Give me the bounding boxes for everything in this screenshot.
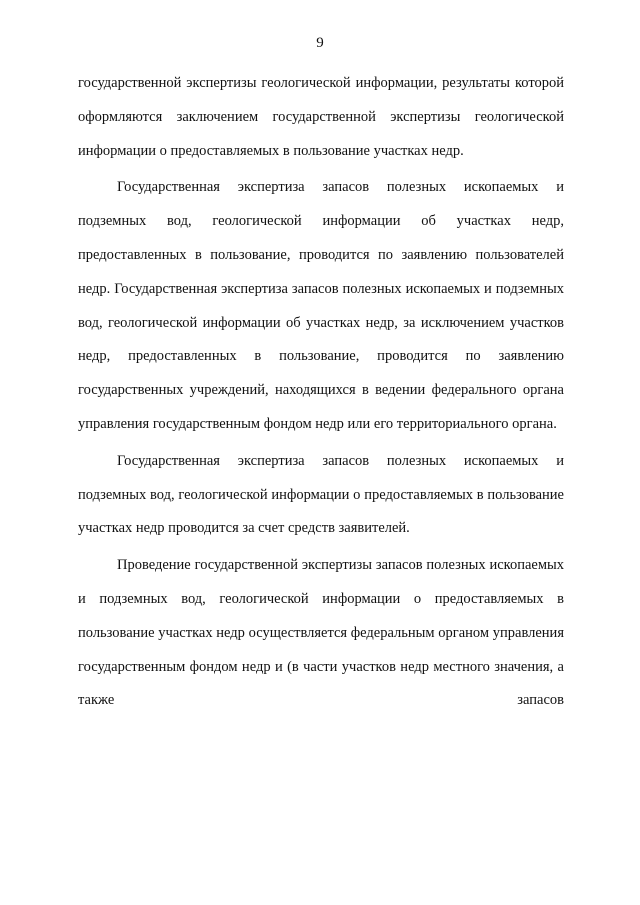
paragraph-expertise-by-request: Государственная экспертиза запасов полезных ископаемых и подземных вод, геологической информации об участках недр, предоставленных в пользование, проводится по заявлению пользователей недр. Государственная экспертиза запасов полезных ископаемых и подземных вод, геологической информации об участках недр, за исключением участков недр, предоставленных в пользование, проводится по заявлению государственных учреждений, находящихся в ведении федерального органа управления государственным фондом недр или его территориального органа.: [78, 179, 564, 432]
document-body: [78, 67, 564, 718]
paragraph-expertise-authority: Проведение государственной экспертизы запасов полезных ископаемых и подземных вод, геологической информации о предоставляемых в пользование участках недр осуществляется федеральным органом управления государственным фондом недр и (в части участков недр местного значения, а также запасов: [78, 557, 564, 709]
page-number: 9: [316, 35, 324, 51]
paragraph-continuation: государственной экспертизы геологической информации, результаты которой оформляются заключением государственной экспертизы геологической информации о предоставляемых в пользование участках недр.: [78, 75, 564, 159]
paragraph-expertise-funding: Государственная экспертиза запасов полезных ископаемых и подземных вод, геологической информации о предоставляемых в пользование участках недр проводится за счет средств заявителей.: [78, 452, 564, 537]
